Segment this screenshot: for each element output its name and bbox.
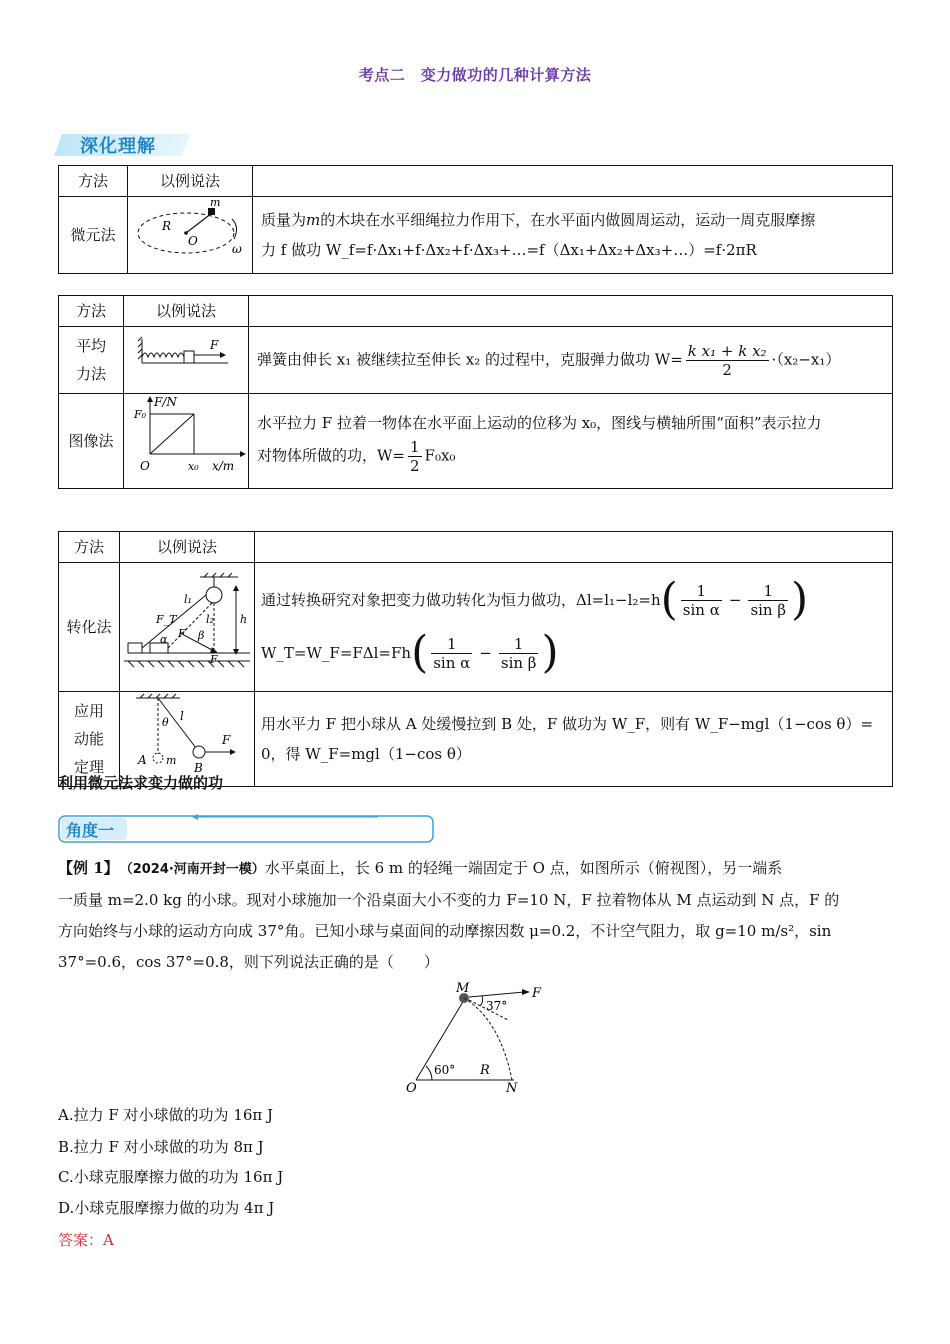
t1-line2: 力 f 做功 W_f=f·Δx₁+f·Δx₂+f·Δx₃+…=f（Δx₁+Δx₂+Δx₃+…）=f·2πR [261,241,757,259]
energy-label-c: 定理 [73,758,104,776]
label-F2: F [210,653,218,666]
label-theta: θ [162,716,169,729]
option-d[interactable]: D.小球克服摩擦力做的功为 4π J [58,1199,275,1217]
banner-label: 深化理解 [80,136,156,157]
header-method: 方法 [59,296,124,327]
conv-line2: W_T=W_F=FΔl=Fh [261,644,412,662]
pulley-icon [206,587,222,603]
section-heading: 利用微元法求变力做的功 [58,774,224,792]
t1-line1b: 的木块在水平细绳拉力作用下，在水平面内做圆周运动，运动一周克服摩擦 [320,211,816,229]
label-O: O [188,234,198,248]
label-l: l [180,709,184,723]
option-a[interactable]: A.拉力 F 对小球做的功为 16π J [58,1106,274,1124]
t1-m: m [306,211,321,229]
micro-element-text [253,197,893,274]
method-table-3 [58,531,893,787]
avg-fraction: $\frac{\text{k x₁ + k x₂}}{2}$ [687,341,767,379]
label-m: m [166,754,177,767]
label-FT: F_T [156,613,177,626]
conv-frac-beta: $\frac{1}{\text{sin β}}$ [750,581,787,619]
label-alpha: α [160,633,168,646]
avg-text-a: 弹簧由伸长 x₁ 被继续拉至伸长 x₂ 的过程中，克服弹力做功 W= [257,350,683,368]
example-problem [58,853,892,978]
example-source: （2024·河南开封一模） [126,862,265,877]
block-icon [208,208,215,215]
label-h: h [240,613,248,626]
conversion-text: 通过转换研究对象把变力做功转化为恒力做功，Δl=l₁−l₂=h ( $\frac{1}{\text{sin α}}$ − $\frac{1}{\text{sin β}}$ ) W_T=W_F=FΔl=Fh ( $\frac{1}{\text{sin α}}$ − $\frac{1}{\text{sin β}}$ ) [255,563,893,692]
energy-theorem-text [255,692,893,787]
spring-diagram [124,327,249,394]
example-figure [400,980,550,1094]
label-F0: F₀ [134,408,147,421]
angle-tab-frame [58,814,438,844]
header-example: 以例说法 [124,296,249,327]
pendulum-figure [120,692,254,776]
average-force-text [249,327,893,394]
angle-tab [58,814,438,844]
label-F: F [532,986,542,1001]
avg-label-b: 力法 [75,365,106,383]
angle-tab-label: 角度一 [66,821,115,840]
avg-label-a: 平均 [75,337,106,355]
option-c[interactable]: C.小球克服摩擦力做的功为 16π J [58,1168,284,1186]
graph-text [249,394,893,489]
graph-diagram [124,394,249,489]
label-F: F [210,338,219,352]
method-table-1 [58,165,893,274]
ball-icon [193,746,205,758]
method-label: 微元法 [59,197,128,274]
circular-motion-figure [128,197,252,263]
t1-line1a: 质量为 [261,211,307,229]
example-line3: 方向始终与小球的运动方向成 37°角。已知小球与桌面间的动摩擦因数 μ=0.2，不计空气阻力，取 g=10 m/s²，sin [58,922,832,940]
avg-text-b: ·（x₂−x₁） [771,350,841,368]
example-line1: 水平桌面上，长 6 m 的轻绳一端固定于 O 点，如图所示（俯视图），另一端系 [264,859,783,877]
header-example: 以例说法 [128,166,253,197]
label-A: A [138,753,147,767]
graph-fraction: $\frac{1}{2}$ [410,437,420,475]
example-label: 【例 1】 [58,859,112,877]
label-O: O [140,459,150,473]
label-xm: x/m [212,459,235,473]
example-line2: 一质量 m=2.0 kg 的小球。现对小球施加一个沿桌面大小不变的力 F=10 N，F 拉着物体从 M 点运动到 N 点，F 的 [58,891,840,909]
conv-frac-beta-2: $\frac{1}{\text{sin β}}$ [500,634,537,672]
label-N: N [506,1081,518,1094]
method-table-2 [58,295,893,489]
example-line4: 37°=0.6，cos 37°=0.8，则下列说法正确的是（ ） [58,953,439,971]
label-O: O [406,1081,417,1094]
micro-element-diagram [128,197,253,274]
conv-line1: 通过转换研究对象把变力做功转化为恒力做功，Δl=l₁−l₂=h [261,591,661,609]
force-displacement-graph [124,394,248,478]
label-l1: l₁ [184,593,192,606]
conversion-method: 转化法 [59,563,120,692]
spring-figure [124,327,248,383]
page-title: 考点二 变力做功的几种计算方法 [358,66,592,84]
label-R: R [162,219,172,233]
average-force-method [59,327,124,394]
label-beta: β [198,629,205,642]
energy-label-a: 应用 [73,702,104,720]
label-FN: F/N [154,395,177,409]
energy-line1: 用水平力 F 把小球从 A 处缓慢拉到 B 处，F 做功为 W_F，则有 W_F−mgl（1−cos θ）= [261,715,874,733]
graph-method: 图像法 [59,394,124,489]
label-omega: ω [232,242,242,256]
graph-line2a: 对物体所做的功，W= [257,446,405,464]
graph-line1: 水平拉力 F 拉着一物体在水平面上运动的位移为 x₀，图线与横轴所围“面积”表示拉力 [257,413,822,432]
answer: 答案：A [58,1231,114,1249]
conv-frac-alpha-2: $\frac{1}{\text{sin α}}$ [433,634,471,672]
label-37: 37° [486,999,508,1013]
conversion-diagram [120,563,255,692]
conv-frac-alpha: $\frac{1}{\text{sin α}}$ [682,581,720,619]
label-60: 60° [434,1063,456,1077]
header-method: 方法 [59,166,128,197]
header-example: 以例说法 [120,532,255,563]
header-method: 方法 [59,532,120,563]
option-b[interactable]: B.拉力 F 对小球做的功为 8π J [58,1138,264,1156]
label-x0: x₀ [188,460,199,473]
label-R: R [480,1063,490,1078]
label-l2: l₂ [206,613,214,626]
label-m: m [210,197,221,209]
label-F-arrow: F [178,627,186,640]
label-F: F [222,733,231,747]
energy-line2: 0，得 W_F=mgl（1−cos θ） [261,745,471,763]
label-M: M [456,981,470,996]
pulley-figure [120,563,254,681]
graph-line2b: F₀x₀ [424,446,456,464]
section-banner [58,130,188,158]
energy-label-b: 动能 [73,730,104,748]
label-B: B [194,761,203,775]
